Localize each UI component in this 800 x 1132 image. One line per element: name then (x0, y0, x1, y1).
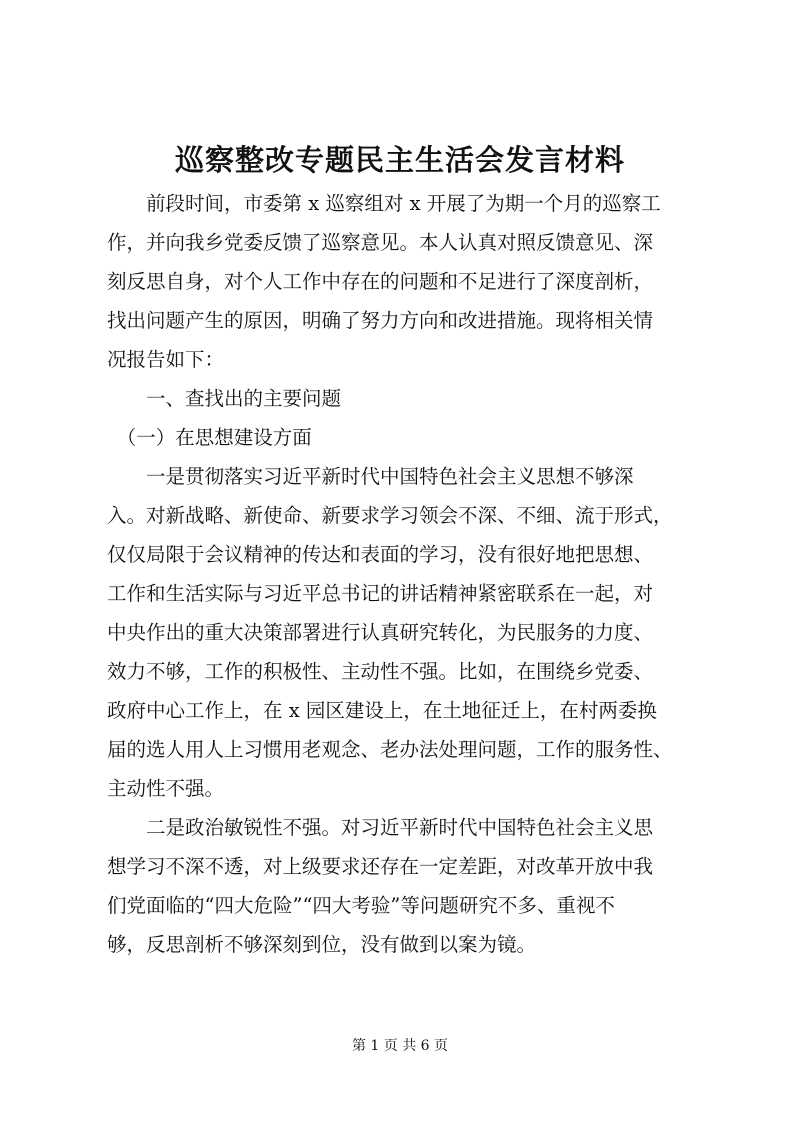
text-line: 入。对新战略、新使命、新要求学习领会不深、不细、流于形式， (107, 504, 673, 527)
text-line: 作，并向我乡党委反馈了巡察意见。本人认真对照反馈意见、深 (107, 231, 654, 254)
text-line: 政府中心工作上，在 x 园区建设上，在土地征迁上，在村两委换 (107, 699, 657, 722)
paragraph-intro (107, 184, 713, 379)
text-line: 够，反思剖析不够深刻到位，没有做到以案为镜。 (107, 933, 537, 956)
text-line: 前段时间，市委第 x 巡察组对 x 开展了为期一个月的巡察工 (107, 192, 661, 215)
subsection-heading (107, 418, 713, 457)
paragraph-point-one (107, 457, 713, 808)
text-line: 中央作出的重大决策部署进行认真研究转化，为民服务的力度、 (107, 621, 654, 644)
section-heading (107, 379, 713, 418)
text-line: 想学习不深不透，对上级要求还存在一定差距，对改革开放中我 (107, 855, 654, 878)
document-title: 巡察整改专题民主生活会发言材料 (174, 143, 625, 177)
text-line: 一、查找出的主要问题 (107, 387, 342, 410)
text-line: 工作和生活实际与习近平总书记的讲话精神紧密联系在一起，对 (107, 582, 654, 605)
text-line: 二是政治敏锐性不强。对习近平新时代中国特色社会主义思 (107, 816, 654, 839)
text-line: 们党面临的“四大危险”“四大考验”等问题研究不多、重视不 (107, 894, 615, 917)
text-line: （一）在思想建设方面 (107, 426, 312, 449)
text-line: 刻反思自身，对个人工作中存在的问题和不足进行了深度剖析， (107, 270, 654, 293)
page-footer: 第 1 页 共 6 页 (351, 1038, 449, 1054)
text-line: 仅仅局限于会议精神的传达和表面的学习，没有很好地把思想、 (107, 543, 654, 566)
text-line: 届的选人用人上习惯用老观念、老办法处理问题，工作的服务性、 (107, 738, 673, 761)
document-body (107, 184, 713, 964)
text-line: 效力不够，工作的积极性、主动性不强。比如，在围绕乡党委、 (107, 660, 654, 683)
paragraph-point-two (107, 808, 713, 964)
text-line: 主动性不强。 (107, 777, 225, 800)
text-line: 找出问题产生的原因，明确了努力方向和改进措施。现将相关情 (107, 309, 654, 332)
text-line: 况报告如下： (107, 348, 225, 371)
text-line: 一是贯彻落实习近平新时代中国特色社会主义思想不够深 (107, 465, 634, 488)
